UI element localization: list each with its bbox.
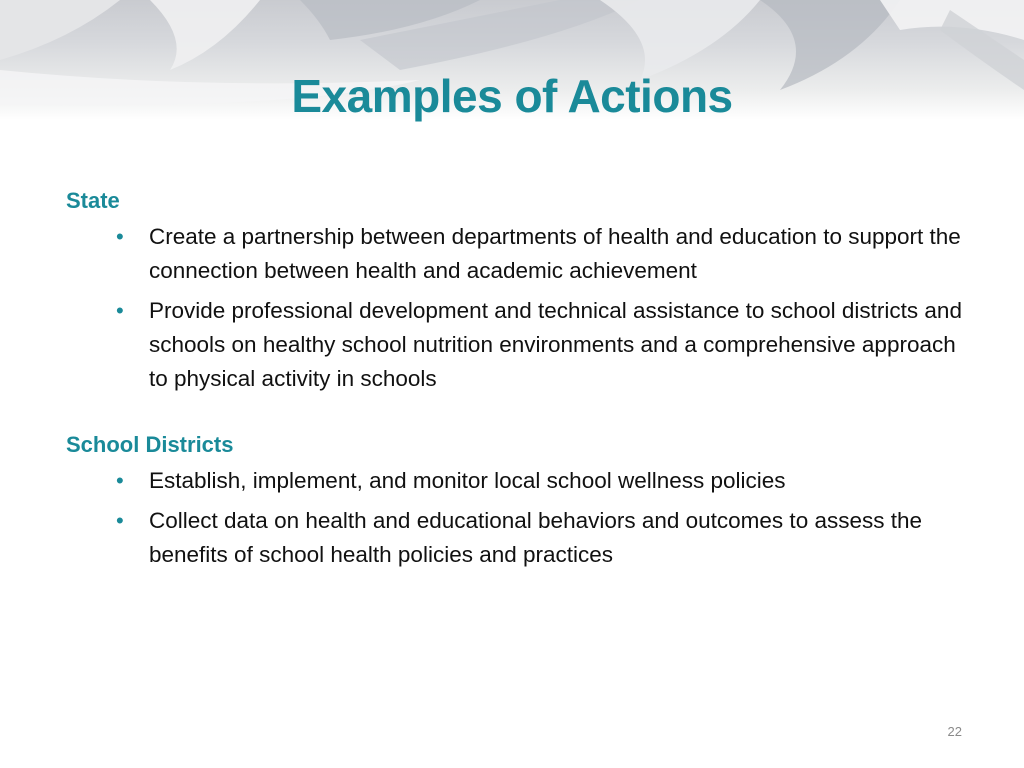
bullet-text: Establish, implement, and monitor local school wellness policies (149, 468, 786, 493)
list-item (66, 220, 976, 288)
bullet-list-state (66, 220, 976, 396)
bullet-text: Create a partnership between departments of health and education to support the connection between health and academic achievement (149, 224, 961, 283)
section-school-districts (66, 430, 976, 572)
slide-content (66, 186, 976, 578)
page-number: 22 (947, 724, 962, 739)
bullet-icon: • (116, 224, 124, 249)
slide-title: Examples of Actions (291, 70, 733, 122)
bullet-icon: • (116, 298, 124, 323)
bullet-icon: • (116, 508, 124, 533)
section-heading-state: State (66, 188, 120, 213)
section-state (66, 186, 976, 396)
bullet-text: Provide professional development and technical assistance to school districts and schools on healthy school nutrition environments and a comprehensive approach to physical activity in schools (149, 298, 962, 391)
list-item (66, 464, 976, 498)
list-item (66, 504, 976, 572)
bullet-list-school-districts (66, 464, 976, 572)
list-item (66, 294, 976, 396)
section-heading-school-districts: School Districts (66, 432, 234, 457)
bullet-text: Collect data on health and educational behaviors and outcomes to assess the benefits of school health policies and practices (149, 508, 923, 567)
bullet-icon: • (116, 468, 124, 493)
